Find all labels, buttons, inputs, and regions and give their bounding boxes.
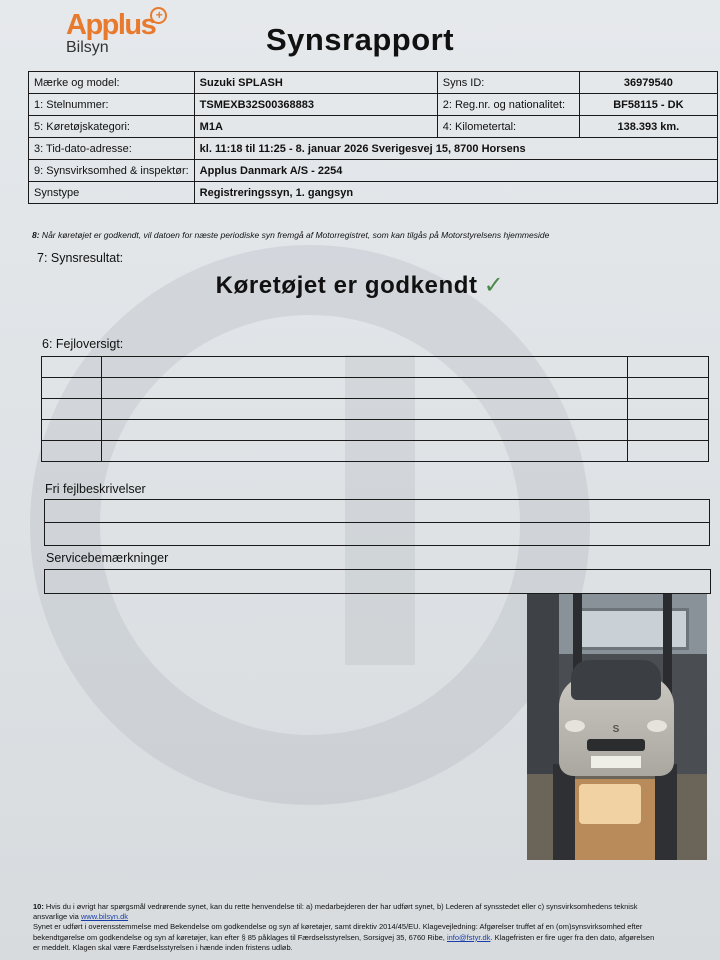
table-row [42,399,709,420]
service-box [44,569,711,594]
syns-id-label: Syns ID: [437,72,579,94]
logo-brand: Applus [66,9,156,41]
vehicle-photo: S [527,594,707,860]
footer-number: 10: [33,902,44,911]
logo-plus-icon: + [150,7,167,24]
footer-line-4b: . Klagefristen er fire uger fra den dato, afgørelsen [490,932,655,942]
fri-box [44,499,710,546]
result-heading [0,271,720,300]
reg-value: BF58115 - DK [579,94,717,116]
make-model-value: Suzuki SPLASH [194,72,437,94]
table-row [42,378,709,399]
km-value: 138.393 km. [579,116,717,138]
checkmark-icon: ✓ [483,272,505,299]
footer-line-4: bekendtgørelse om godkendelse og syn af køretøjer, kan efter § 85 påklages til Færdselsstyrelsen, Sorsigvej 35, 6760 Ribe, [33,932,447,942]
note-number: 8: [32,230,40,240]
vin-value: TSMEXB32S00368883 [194,94,437,116]
fault-table [41,356,709,462]
time-label: 3: Tid-dato-adresse: [29,138,195,160]
footer-line-5: er meddelt. Klagen skal være Færdselsstyrelsen i hænde inden fristens udløb. [33,942,293,952]
syns-id-value: 36979540 [579,72,717,94]
category-label: 5: Køretøjskategori: [29,116,195,138]
logo-sub: Bilsyn [66,39,109,56]
footer-line-3: Synet er udført i overensstemmelse med Bekendelse om godkendelse og syn af køretøjer, samt direktiv 2014/45/EU. Klagevejledning: Afgørelser truffet af en (om)synsvirksomhed efter [33,922,643,932]
table-row [42,420,709,441]
make-model-label: Mærke og model: [29,72,195,94]
table-row [42,441,709,462]
result-label: 7: Synsresultat: [37,251,124,265]
table-row [42,357,709,378]
time-value: kl. 11:18 til 11:25 - 8. januar 2026 Sverigesvej 15, 8700 Horsens [194,138,717,160]
type-label: Synstype [29,182,195,204]
service-label: Servicebemærkninger [46,551,169,565]
note-text: Når køretøjet er godkendt, vil datoen for næste periodiske syn fremgå af Motorregistret, som kan tilgås på Motorstyrelsens hjemmeside [39,230,550,240]
fri-label: Fri fejlbeskrivelser [45,482,146,496]
type-value: Registreringssyn, 1. gangsyn [194,182,717,204]
page-title: Synsrapport [265,22,455,57]
bilsyn-link[interactable]: www.bilsyn.dk [80,912,129,922]
vin-label: 1: Stelnummer: [29,94,195,116]
footer-line-2: ansvarlige via [33,912,81,922]
footer-line-1: Hvis du i øvrigt har spørgsmål vedrørende synet, kan du rette henvendelse til: a) medarbejderen der har udført synet, b) Lederen af synsstedet eller c) synsvirksomhedens teknisk [43,902,638,911]
registry-note [32,230,549,240]
result-text: Køretøjet er godkendt [215,272,478,299]
km-label: 4: Kilometertal: [437,116,579,138]
footer-text [33,902,713,953]
inspector-value: Applus Danmark A/S - 2254 [194,160,717,182]
category-value: M1A [194,116,437,138]
vehicle-info-table [28,71,718,204]
inspector-label: 9: Synsvirksomhed & inspektør: [29,160,195,182]
fstyr-email-link[interactable]: info@fstyr.dk [446,932,491,942]
reg-label: 2: Reg.nr. og nationalitet: [437,94,579,116]
fejl-label: 6: Fejloversigt: [42,337,124,351]
